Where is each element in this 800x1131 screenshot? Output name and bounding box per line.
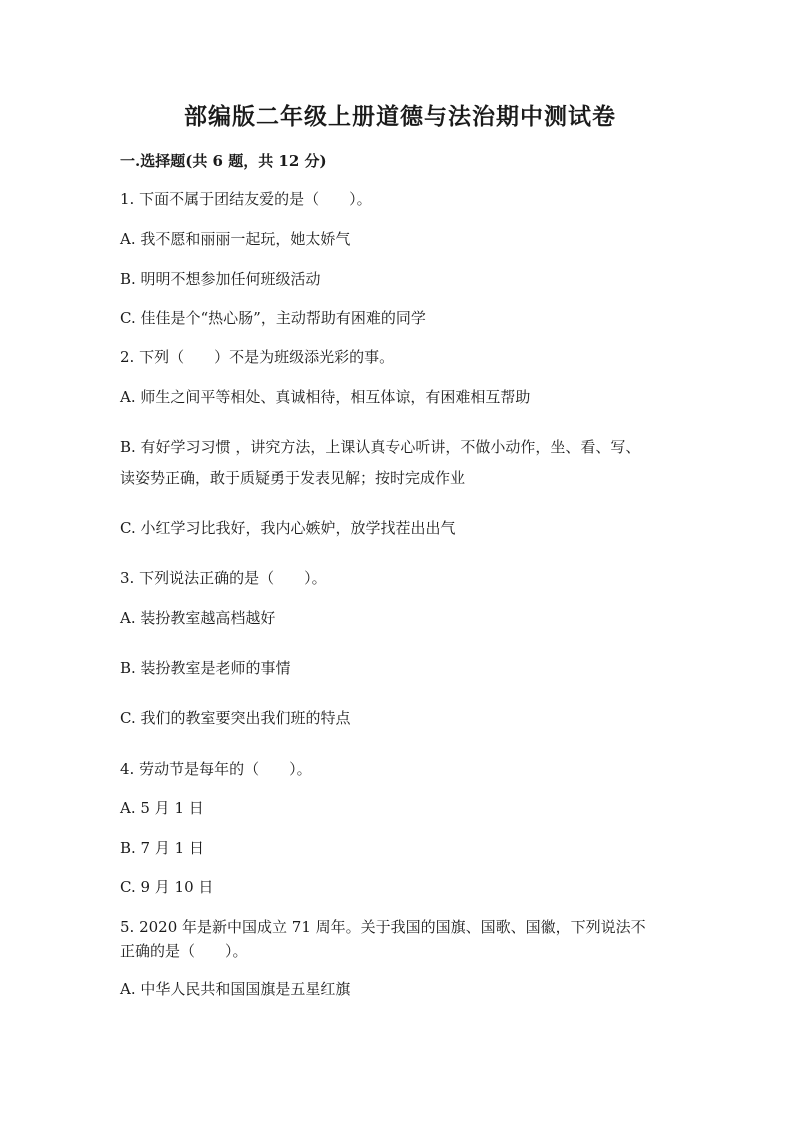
option-4b: B. 7 月 1 日: [120, 839, 204, 857]
option-3b: B. 装扮教室是老师的事情: [120, 659, 291, 677]
option-2b-cont: 读姿势正确，敢于质疑勇于发表见解；按时完成作业: [120, 469, 466, 487]
question-stem-3: 3. 下列说法正确的是（ ）。: [120, 569, 327, 587]
option-4c: C. 9 月 10 日: [120, 878, 214, 896]
option-1a: A. 我不愿和丽丽一起玩，她太娇气: [120, 230, 351, 248]
question-stem-2: 2. 下列（ ）不是为班级添光彩的事。: [120, 348, 395, 366]
section-heading: 一.选择题(共 6 题，共 12 分): [120, 152, 327, 170]
option-2b: B. 有好学习习惯 ，讲究方法，上课认真专心听讲，不做小动作，坐、看、写、: [120, 438, 641, 456]
option-2c: C. 小红学习比我好，我内心嫉妒，放学找茬出出气: [120, 519, 456, 537]
option-1b: B. 明明不想参加任何班级活动: [120, 270, 321, 288]
option-4a: A. 5 月 1 日: [120, 799, 204, 817]
option-5a: A. 中华人民共和国国旗是五星红旗: [120, 980, 351, 998]
option-1c: C. 佳佳是个“热心肠”，主动帮助有困难的同学: [120, 309, 426, 327]
question-stem-5-cont: 正确的是（ ）。: [120, 942, 248, 960]
option-2a: A. 师生之间平等相处、真诚相待，相互体谅，有困难相互帮助: [120, 388, 531, 406]
question-stem-1: 1. 下面不属于团结友爱的是（ ）。: [120, 190, 372, 208]
option-3a: A. 装扮教室越高档越好: [120, 609, 276, 627]
option-3c: C. 我们的教室要突出我们班的特点: [120, 709, 351, 727]
page-title: 部编版二年级上册道德与法治期中测试卷: [184, 103, 616, 130]
question-stem-4: 4. 劳动节是每年的（ ）。: [120, 760, 312, 778]
question-stem-5: 5. 2020 年是新中国成立 71 周年。关于我国的国旗、国歌、国徽，下列说法不: [120, 918, 646, 936]
